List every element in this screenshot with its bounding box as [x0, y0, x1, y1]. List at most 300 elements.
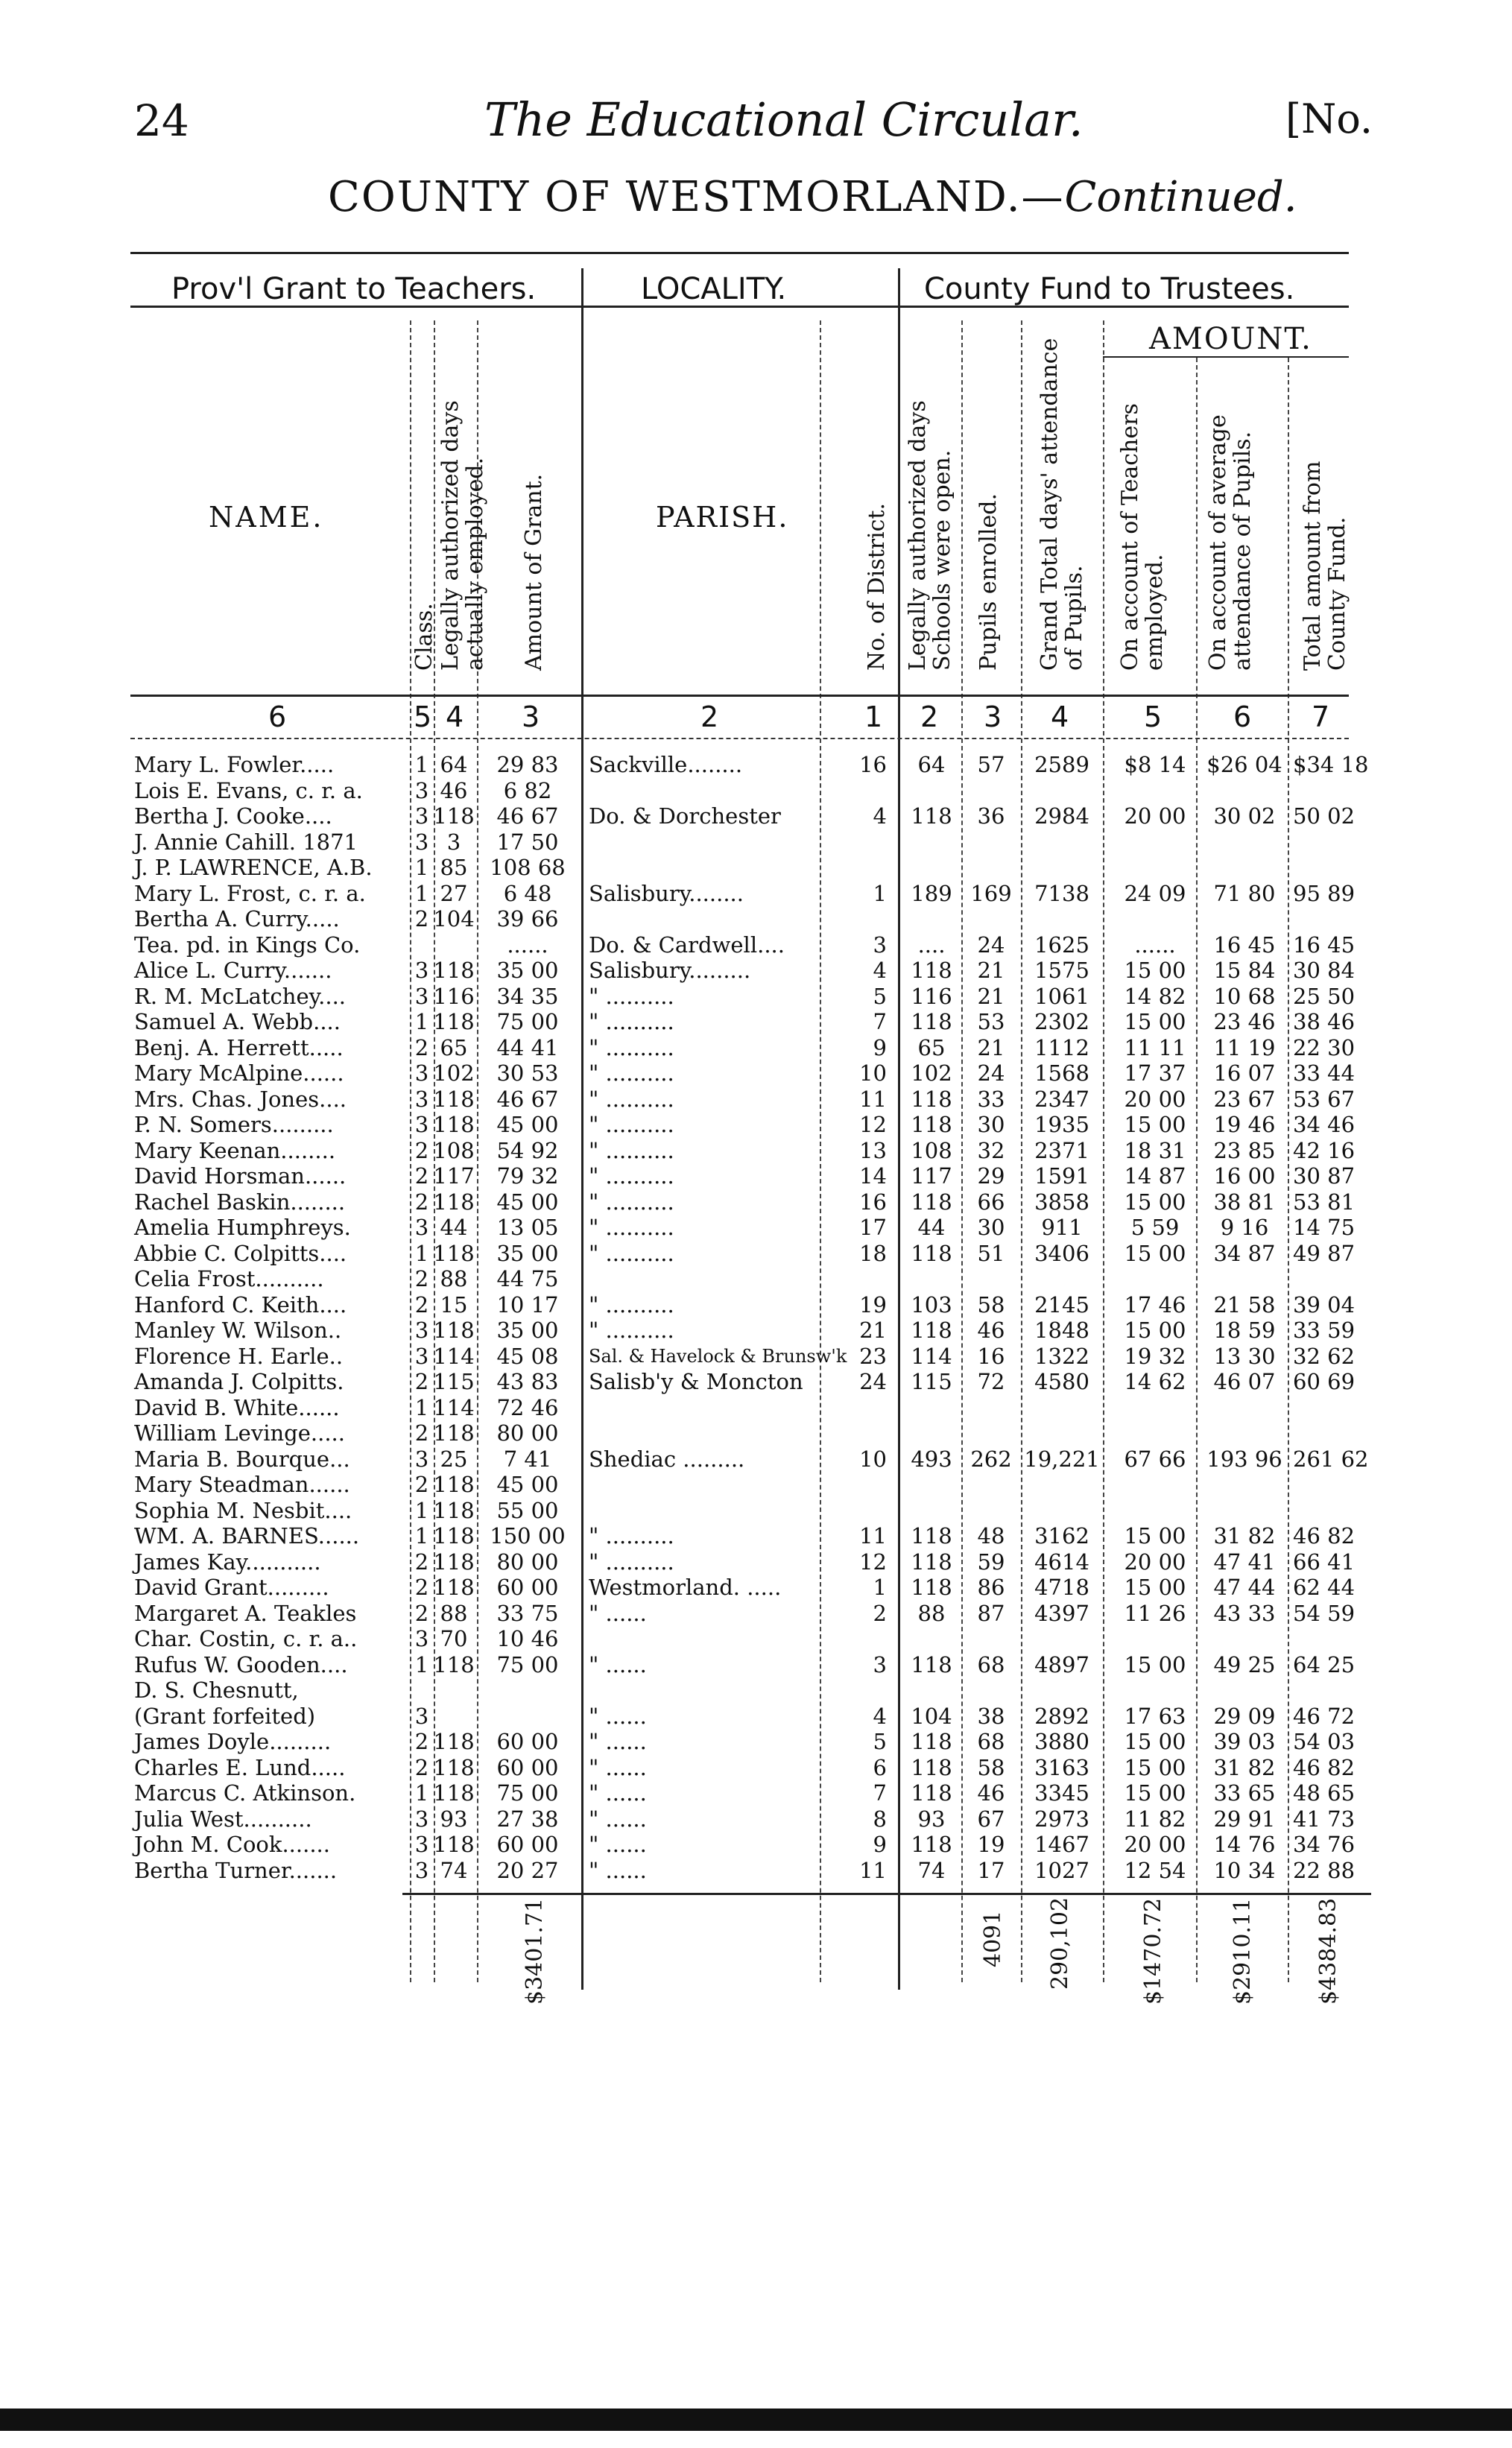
cell-name: Bertha J. Cooke....	[134, 803, 332, 829]
total-county-fund: $4384.83	[1315, 1897, 1341, 2005]
cell-class: 3	[414, 1626, 429, 1651]
cell-class: 3	[414, 1446, 429, 1472]
cell-teachers-amount: 15 00	[1124, 958, 1186, 983]
cell-district: 9	[873, 1034, 887, 1060]
table-row	[0, 1678, 1512, 1703]
cell-teachers-amount: 20 00	[1124, 1086, 1186, 1112]
cell-name: D. S. Chesnutt,	[134, 1677, 299, 1703]
cell-grand-total: 3858	[1034, 1189, 1089, 1215]
cell-total: 53 81	[1293, 1189, 1356, 1215]
cell-legal-days: 118	[911, 1832, 952, 1857]
cell-district: 1	[873, 1575, 887, 1600]
cell-class: 2	[414, 1369, 429, 1394]
cell-district: 23	[859, 1343, 887, 1369]
table-row	[0, 1756, 1512, 1780]
cell-pupils: 38	[977, 1703, 1005, 1729]
cell-grand-total: 1575	[1034, 958, 1089, 983]
table-row	[0, 1859, 1512, 1883]
table-row	[0, 1010, 1512, 1034]
cell-parish: " ..........	[589, 1137, 674, 1163]
cell-name: Marcus C. Atkinson.	[134, 1780, 356, 1806]
cell-class: 2	[414, 1754, 429, 1780]
cell-days: 118	[433, 1549, 475, 1575]
cell-legal-days: 88	[917, 1600, 946, 1626]
cell-district: 7	[873, 1780, 887, 1806]
table-row	[0, 984, 1512, 1009]
cell-class: 2	[414, 1034, 429, 1060]
cell-legal-days: 108	[911, 1137, 952, 1163]
cell-days: 104	[433, 906, 475, 932]
cell-amount: 150 00	[490, 1523, 566, 1549]
cell-pupils: 32	[977, 1137, 1005, 1163]
cell-teachers-amount: 15 00	[1124, 1523, 1186, 1549]
cell-parish: " ......	[589, 1832, 647, 1857]
table-row	[0, 1524, 1512, 1549]
cell-pupils: 68	[977, 1729, 1005, 1754]
cell-class: 2	[414, 1420, 429, 1446]
cell-name: Samuel A. Webb....	[134, 1009, 341, 1034]
cell-attendance-amount: 9 16	[1220, 1215, 1269, 1240]
cell-class: 1	[414, 1240, 429, 1266]
cell-class: 1	[414, 752, 429, 777]
cell-name: J. P. LAWRENCE, A.B.	[134, 855, 373, 880]
cell-amount: 45 00	[496, 1189, 559, 1215]
cell-legal-days: 117	[911, 1163, 952, 1189]
cell-pupils: 46	[977, 1318, 1005, 1343]
cell-pupils: 48	[977, 1523, 1005, 1549]
cell-name: Margaret A. Teakles	[134, 1600, 357, 1626]
cell-parish: Sal. & Havelock & Brunsw'k	[589, 1345, 847, 1367]
cell-total: 34 46	[1293, 1112, 1356, 1137]
cell-district: 17	[859, 1215, 887, 1240]
cell-teachers-amount: ......	[1134, 932, 1176, 958]
cell-pupils: 21	[977, 958, 1005, 983]
column-header-class: Class.	[411, 603, 437, 671]
cell-pupils: 87	[977, 1600, 1005, 1626]
cell-pupils: 33	[977, 1086, 1005, 1112]
cell-parish: " ..........	[589, 1291, 674, 1318]
total-on-account-teachers: $1470.72	[1140, 1897, 1166, 2005]
cell-class: 1	[414, 1394, 429, 1420]
cell-grand-total: 4580	[1034, 1369, 1089, 1394]
table-row	[0, 1087, 1512, 1112]
cell-legal-days: 118	[911, 1009, 952, 1034]
cell-grand-total: 2984	[1034, 803, 1089, 829]
table-row	[0, 804, 1512, 829]
cell-attendance-amount: 47 44	[1213, 1575, 1276, 1600]
cell-days: 85	[440, 855, 468, 880]
cell-name: James Doyle.........	[134, 1729, 332, 1754]
cell-grand-total: 7138	[1034, 880, 1089, 906]
cell-name: Charles E. Lund.....	[134, 1754, 346, 1780]
cell-attendance-amount: 21 58	[1213, 1291, 1276, 1318]
cell-teachers-amount: 15 00	[1124, 1240, 1186, 1266]
cell-class: 3	[414, 829, 429, 855]
cell-legal-days: 64	[917, 752, 946, 777]
cell-class: 3	[414, 1215, 429, 1240]
cell-district: 10	[859, 1446, 887, 1472]
table-row	[0, 1344, 1512, 1369]
cell-days: 117	[433, 1163, 475, 1189]
cell-class: 2	[414, 1729, 429, 1754]
cell-days: 115	[433, 1369, 475, 1394]
cell-amount: 60 00	[496, 1754, 559, 1780]
cell-legal-days: 493	[911, 1446, 952, 1472]
cell-parish: " ......	[589, 1703, 647, 1729]
cell-class: 2	[414, 1472, 429, 1497]
cell-amount: 10 46	[496, 1626, 559, 1651]
cell-days: 118	[433, 1780, 475, 1806]
column-header-pupils-enrolled: Pupils enrolled.	[975, 493, 1002, 671]
scan-edge-bar	[0, 2409, 1512, 2431]
table-row	[0, 1575, 1512, 1600]
cell-attendance-amount: 34 87	[1213, 1240, 1276, 1266]
column-number: 3	[522, 700, 540, 733]
cell-legal-days: 74	[917, 1857, 946, 1883]
cell-amount: 54 92	[496, 1137, 559, 1163]
cell-legal-days: 44	[917, 1215, 946, 1240]
cell-parish: Salisbury.........	[589, 958, 751, 983]
cell-grand-total: 3345	[1034, 1780, 1089, 1806]
cell-attendance-amount: 10 68	[1213, 983, 1276, 1009]
table-row	[0, 1832, 1512, 1857]
cell-class: 3	[414, 1060, 429, 1086]
column-header-legal-days-open: Legally authorized days Schools were open.	[905, 400, 955, 671]
cell-days: 118	[433, 1420, 475, 1446]
total-on-account-attendance: $2910.11	[1230, 1897, 1256, 2005]
cell-days: 114	[433, 1343, 475, 1369]
cell-grand-total: 1625	[1034, 932, 1089, 958]
cell-parish: " ..........	[589, 1060, 674, 1086]
table-row	[0, 1447, 1512, 1472]
cell-days: 3	[446, 829, 461, 855]
cell-total: 22 30	[1293, 1034, 1356, 1060]
cell-amount: 60 00	[496, 1575, 559, 1600]
cell-total: 42 16	[1293, 1137, 1356, 1163]
cell-attendance-amount: 29 09	[1213, 1703, 1276, 1729]
cell-legal-days: 118	[911, 1086, 952, 1112]
cell-pupils: 72	[977, 1369, 1005, 1394]
cell-class: 2	[414, 1189, 429, 1215]
cell-amount: 60 00	[496, 1832, 559, 1857]
cell-grand-total: 1061	[1034, 983, 1089, 1009]
cell-name: Rufus W. Gooden....	[134, 1651, 348, 1677]
cell-total: 16 45	[1293, 932, 1356, 958]
table-row	[0, 1704, 1512, 1729]
cell-class: 2	[414, 1163, 429, 1189]
table-row	[0, 1499, 1512, 1523]
total-amount-of-grant: $3401.71	[522, 1897, 548, 2005]
cell-total: 30 84	[1293, 958, 1356, 983]
cell-parish: " ..........	[589, 1009, 674, 1034]
cell-district: 21	[859, 1318, 887, 1343]
column-header-parish: PARISH.	[656, 501, 789, 534]
cell-grand-total: 3880	[1034, 1729, 1089, 1754]
cell-class: 3	[414, 1318, 429, 1343]
table-row	[0, 1550, 1512, 1575]
cell-teachers-amount: 12 54	[1124, 1857, 1186, 1883]
cell-amount: 35 00	[496, 1318, 559, 1343]
cell-name: Tea. pd. in Kings Co.	[134, 932, 361, 958]
cell-days: 118	[433, 1318, 475, 1343]
table-row	[0, 855, 1512, 880]
cell-parish: " ..........	[589, 1318, 674, 1343]
amount-group-label: AMOUNT.	[1149, 322, 1312, 356]
table-row	[0, 1318, 1512, 1343]
cell-total: 32 62	[1293, 1343, 1356, 1369]
cell-district: 5	[873, 1729, 887, 1754]
cell-grand-total: 1568	[1034, 1060, 1089, 1086]
cell-attendance-amount: 31 82	[1213, 1523, 1276, 1549]
cell-total: 54 59	[1293, 1600, 1356, 1626]
table-row	[0, 1036, 1512, 1060]
cell-name: Bertha Turner.......	[134, 1857, 338, 1883]
cell-total: 95 89	[1293, 880, 1356, 906]
cell-legal-days: 118	[911, 1523, 952, 1549]
cell-pupils: 24	[977, 932, 1005, 958]
cell-amount: 60 00	[496, 1729, 559, 1754]
cell-total: 48 65	[1293, 1780, 1356, 1806]
cell-attendance-amount: 47 41	[1213, 1549, 1276, 1575]
cell-parish: " ......	[589, 1780, 647, 1806]
cell-pupils: 53	[977, 1009, 1005, 1034]
cell-class: 3	[414, 1703, 429, 1729]
cell-attendance-amount: 38 81	[1213, 1189, 1276, 1215]
cell-name: Amanda J. Colpitts.	[134, 1369, 344, 1394]
cell-name: Sophia M. Nesbit....	[134, 1497, 352, 1523]
column-header-district-no: No. of District.	[864, 503, 890, 671]
table-row	[0, 1601, 1512, 1626]
table-row	[0, 830, 1512, 855]
cell-pupils: 21	[977, 1034, 1005, 1060]
cell-district: 12	[859, 1112, 887, 1137]
cell-legal-days: 118	[911, 1754, 952, 1780]
cell-class: 1	[414, 1009, 429, 1034]
cell-days: 15	[440, 1291, 468, 1318]
cell-parish: Salisbury........	[589, 880, 744, 906]
cell-class: 3	[414, 1343, 429, 1369]
cell-attendance-amount: 16 07	[1213, 1060, 1276, 1086]
cell-name: Manley W. Wilson..	[134, 1318, 342, 1343]
column-number: 6	[1233, 700, 1252, 733]
cell-grand-total: 1935	[1034, 1112, 1089, 1137]
cell-days: 25	[440, 1446, 468, 1472]
cell-days: 64	[440, 752, 468, 777]
cell-amount: 13 05	[496, 1215, 559, 1240]
cell-teachers-amount: 15 00	[1124, 1754, 1186, 1780]
cell-total: 54 03	[1293, 1729, 1356, 1754]
cell-parish: " ..........	[589, 1523, 674, 1549]
cell-days: 46	[440, 777, 468, 803]
cell-pupils: 24	[977, 1060, 1005, 1086]
cell-attendance-amount: 49 25	[1213, 1651, 1276, 1677]
cell-name: David B. White......	[134, 1394, 340, 1420]
cell-amount: 6 48	[503, 880, 552, 906]
cell-name: David Horsman......	[134, 1163, 347, 1189]
cell-days: 27	[440, 880, 468, 906]
cell-amount: 45 00	[496, 1472, 559, 1497]
cell-district: 1	[873, 880, 887, 906]
cell-teachers-amount: 14 87	[1124, 1163, 1186, 1189]
cell-name: P. N. Somers.........	[134, 1112, 334, 1137]
cell-parish: " ......	[589, 1806, 647, 1832]
cell-grand-total: 1027	[1034, 1857, 1089, 1883]
cell-attendance-amount: 13 30	[1213, 1343, 1276, 1369]
cell-days: 118	[433, 1497, 475, 1523]
cell-total: 60 69	[1293, 1369, 1356, 1394]
cell-pupils: 66	[977, 1189, 1005, 1215]
cell-amount: 108 68	[490, 855, 566, 880]
cell-teachers-amount: 15 00	[1124, 1651, 1186, 1677]
cell-district: 6	[873, 1754, 887, 1780]
cell-amount: 39 66	[496, 906, 559, 932]
column-number: 2	[920, 700, 939, 733]
column-number: 3	[984, 700, 1002, 733]
totals-rule	[402, 1893, 1371, 1895]
cell-teachers-amount: 15 00	[1124, 1189, 1186, 1215]
cell-class: 1	[414, 1651, 429, 1677]
cell-grand-total: 2892	[1034, 1703, 1089, 1729]
cell-attendance-amount: 71 80	[1213, 880, 1276, 906]
cell-total: 38 46	[1293, 1009, 1356, 1034]
table-row	[0, 907, 1512, 932]
table-row	[0, 1730, 1512, 1754]
header-bottom-rule	[130, 695, 1349, 697]
cell-days: 118	[433, 1651, 475, 1677]
cell-grand-total: 4718	[1034, 1575, 1089, 1600]
cell-teachers-amount: 19 32	[1124, 1343, 1186, 1369]
cell-grand-total: 2145	[1034, 1291, 1089, 1318]
cell-days: 65	[440, 1034, 468, 1060]
cell-total: 62 44	[1293, 1575, 1356, 1600]
cell-pupils: 262	[970, 1446, 1012, 1472]
amount-rule	[1103, 356, 1349, 358]
cell-teachers-amount: 67 66	[1124, 1446, 1186, 1472]
cell-grand-total: 1591	[1034, 1163, 1089, 1189]
column-number-rule	[130, 738, 1349, 739]
cell-amount: 45 00	[496, 1112, 559, 1137]
cell-legal-days: 93	[917, 1806, 946, 1832]
cell-district: 9	[873, 1832, 887, 1857]
cell-district: 4	[873, 958, 887, 983]
cell-name: James Kay...........	[134, 1549, 321, 1575]
cell-amount: 75 00	[496, 1009, 559, 1034]
column-header-amount-of-grant: Amount of Grant.	[521, 473, 547, 671]
cell-pupils: 36	[977, 803, 1005, 829]
section-title-suffix: Continued.	[1064, 173, 1297, 221]
cell-grand-total: 2973	[1034, 1806, 1089, 1832]
cell-pupils: 58	[977, 1291, 1005, 1318]
cell-amount: 6 82	[503, 777, 552, 803]
cell-parish: " ..........	[589, 1086, 674, 1112]
cell-grand-total: 1467	[1034, 1832, 1089, 1857]
cell-days: 116	[433, 983, 475, 1009]
cell-parish: Salisb'y & Moncton	[589, 1369, 803, 1394]
cell-legal-days: 116	[911, 983, 952, 1009]
cell-teachers-amount: 5 59	[1130, 1215, 1180, 1240]
cell-parish: Westmorland. .....	[589, 1575, 782, 1600]
cell-attendance-amount: 14 76	[1213, 1832, 1276, 1857]
cell-total: 34 76	[1293, 1832, 1356, 1857]
cell-attendance-amount: 16 45	[1213, 932, 1276, 958]
cell-parish: Sackville........	[589, 752, 743, 777]
cell-pupils: 67	[977, 1806, 1005, 1832]
cell-teachers-amount: 11 26	[1124, 1600, 1186, 1626]
cell-legal-days: 65	[917, 1034, 946, 1060]
cell-days: 118	[433, 1832, 475, 1857]
cell-legal-days: 103	[911, 1291, 952, 1318]
column-number: 1	[864, 700, 883, 733]
cell-pupils: 21	[977, 983, 1005, 1009]
cell-days: 118	[433, 1575, 475, 1600]
cell-total: 50 02	[1293, 803, 1356, 829]
cell-attendance-amount: 43 33	[1213, 1600, 1276, 1626]
cell-days: 88	[440, 1600, 468, 1626]
cell-district: 5	[873, 983, 887, 1009]
cell-name: Mary Keenan........	[134, 1137, 336, 1163]
cell-teachers-amount: 17 63	[1124, 1703, 1186, 1729]
cell-amount: 35 00	[496, 1240, 559, 1266]
table-row	[0, 1653, 1512, 1677]
table-row	[0, 1293, 1512, 1318]
cell-amount: 46 67	[496, 1086, 559, 1112]
cell-district: 7	[873, 1009, 887, 1034]
cell-name: WM. A. BARNES......	[134, 1523, 360, 1549]
cell-class: 1	[414, 1780, 429, 1806]
cell-name: Julia West..........	[134, 1806, 312, 1832]
cell-class: 3	[414, 1832, 429, 1857]
cell-amount: 43 83	[496, 1369, 559, 1394]
cell-legal-days: 118	[911, 1729, 952, 1754]
cell-amount: 30 53	[496, 1060, 559, 1086]
cell-amount: 75 00	[496, 1780, 559, 1806]
cell-days: 70	[440, 1626, 468, 1651]
cell-class: 3	[414, 958, 429, 983]
cell-total: 41 73	[1293, 1806, 1356, 1832]
table-row	[0, 1242, 1512, 1266]
cell-teachers-amount: 11 82	[1124, 1806, 1186, 1832]
cell-amount: 34 35	[496, 983, 559, 1009]
column-header-legal-days-employed: Legally authorized days actually employed.	[437, 400, 488, 671]
total-pupils-enrolled: 4091	[980, 1910, 1006, 1967]
cell-class: 2	[414, 1575, 429, 1600]
cell-pupils: 46	[977, 1780, 1005, 1806]
cell-legal-days: 118	[911, 1318, 952, 1343]
cell-class: 2	[414, 1600, 429, 1626]
cell-legal-days: 118	[911, 1112, 952, 1137]
cell-district: 13	[859, 1137, 887, 1163]
cell-parish: " ..........	[589, 1215, 674, 1240]
cell-legal-days: ....	[917, 932, 946, 958]
cell-legal-days: 118	[911, 1575, 952, 1600]
cell-days: 118	[433, 1086, 475, 1112]
cell-pupils: 169	[970, 880, 1012, 906]
group-header-county: County Fund to Trustees.	[924, 272, 1295, 306]
cell-attendance-amount: 15 84	[1213, 958, 1276, 983]
cell-days: 114	[433, 1394, 475, 1420]
cell-district: 24	[859, 1369, 887, 1394]
cell-amount: 7 41	[503, 1446, 552, 1472]
issue-label: [No.	[1285, 95, 1373, 142]
cell-name: Bertha A. Curry.....	[134, 906, 340, 932]
cell-district: 12	[859, 1549, 887, 1575]
cell-parish: " ......	[589, 1600, 647, 1626]
column-number: 4	[1051, 700, 1069, 733]
cell-total: 46 82	[1293, 1523, 1356, 1549]
cell-teachers-amount: 15 00	[1124, 1318, 1186, 1343]
cell-teachers-amount: 14 62	[1124, 1369, 1186, 1394]
cell-amount: 79 32	[496, 1163, 559, 1189]
